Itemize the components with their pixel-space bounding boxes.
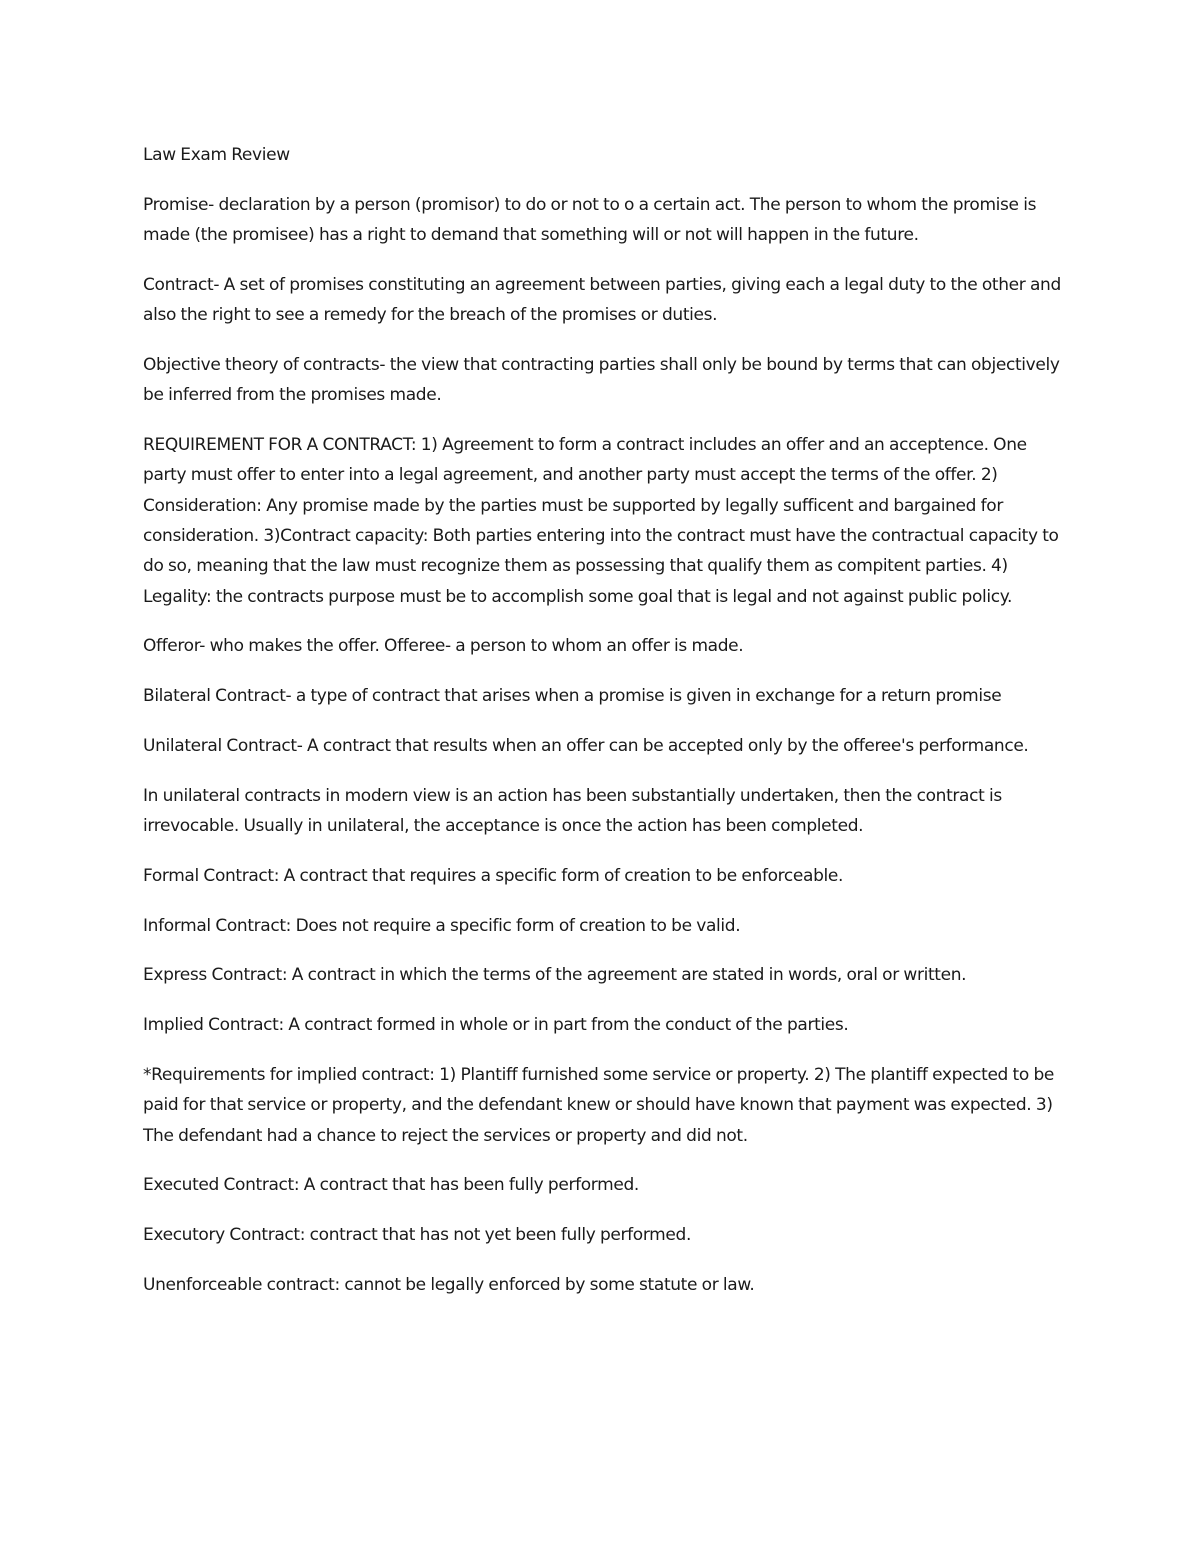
document-title: Law Exam Review (143, 145, 290, 165)
paragraph-express-contract: Express Contract: A contract in which the terms of the agreement are stated in words, oral or written. (143, 965, 967, 986)
paragraph-bilateral-contract: Bilateral Contract- a type of contract that arises when a promise is given in exchange for a return promise (143, 686, 1002, 707)
paragraph-unilateral-modern-view: In unilateral contracts in modern view is an action has been substantially undertaken, then the contract is irrevocable. Usually in unilateral, the acceptance is once the action has been completed. (143, 785, 1002, 837)
paragraph-unilateral-contract: Unilateral Contract- A contract that results when an offer can be accepted only by the offeree's performance. (143, 735, 1029, 756)
document-body (143, 140, 1063, 1320)
paragraph-objective-theory: Objective theory of contracts- the view that contracting parties shall only be bound by terms that can objectively be inferred from the promises made. (143, 354, 1060, 406)
paragraph-offeror-offeree: Offeror- who makes the offer. Offeree- a person to whom an offer is made. (143, 636, 744, 657)
paragraph-unenforceable-contract: Unenforceable contract: cannot be legally enforced by some statute or law. (143, 1275, 755, 1296)
paragraph-informal-contract: Informal Contract: Does not require a specific form of creation to be valid. (143, 915, 741, 936)
paragraph-contract: Contract- A set of promises constituting an agreement between parties, giving each a legal duty to the other and also the right to see a remedy for the breach of the promises or duties. (143, 274, 1061, 326)
paragraph-implied-contract: Implied Contract: A contract formed in whole or in part from the conduct of the parties. (143, 1015, 849, 1036)
paragraph-formal-contract: Formal Contract: A contract that requires a specific form of creation to be enforceable. (143, 865, 844, 886)
paragraph-requirements: REQUIREMENT FOR A CONTRACT: 1) Agreement to form a contract includes an offer and an acceptence. One party must offer to enter into a legal agreement, and another party must accept the terms of the offer. 2) Consideration: Any promise made by the parties must be supported by legally sufficent and bargained for consideration. 3)Contract capacity: Both parties entering into the contract must have the contractual capacity to do so, meaning that the law must recognize them as possessing that qualify them as compitent parties. 4) Legality: the contracts purpose must be to accomplish some goal that is legal and not against public policy. (143, 435, 1059, 607)
paragraph-executed-contract: Executed Contract: A contract that has been fully performed. (143, 1175, 639, 1196)
paragraph-executory-contract: Executory Contract: contract that has not yet been fully performed. (143, 1225, 692, 1246)
paragraph-promise: Promise- declaration by a person (promisor) to do or not to o a certain act. The person to whom the promise is made (the promisee) has a right to demand that something will or not will happen in the future. (143, 194, 1037, 246)
paragraph-implied-requirements: *Requirements for implied contract: 1) Plantiff furnished some service or property. 2) The plantiff expected to be paid for that service or property, and the defendant knew or should have known that payment was expected. 3) The defendant had a chance to reject the services or property and did not. (143, 1065, 1055, 1146)
